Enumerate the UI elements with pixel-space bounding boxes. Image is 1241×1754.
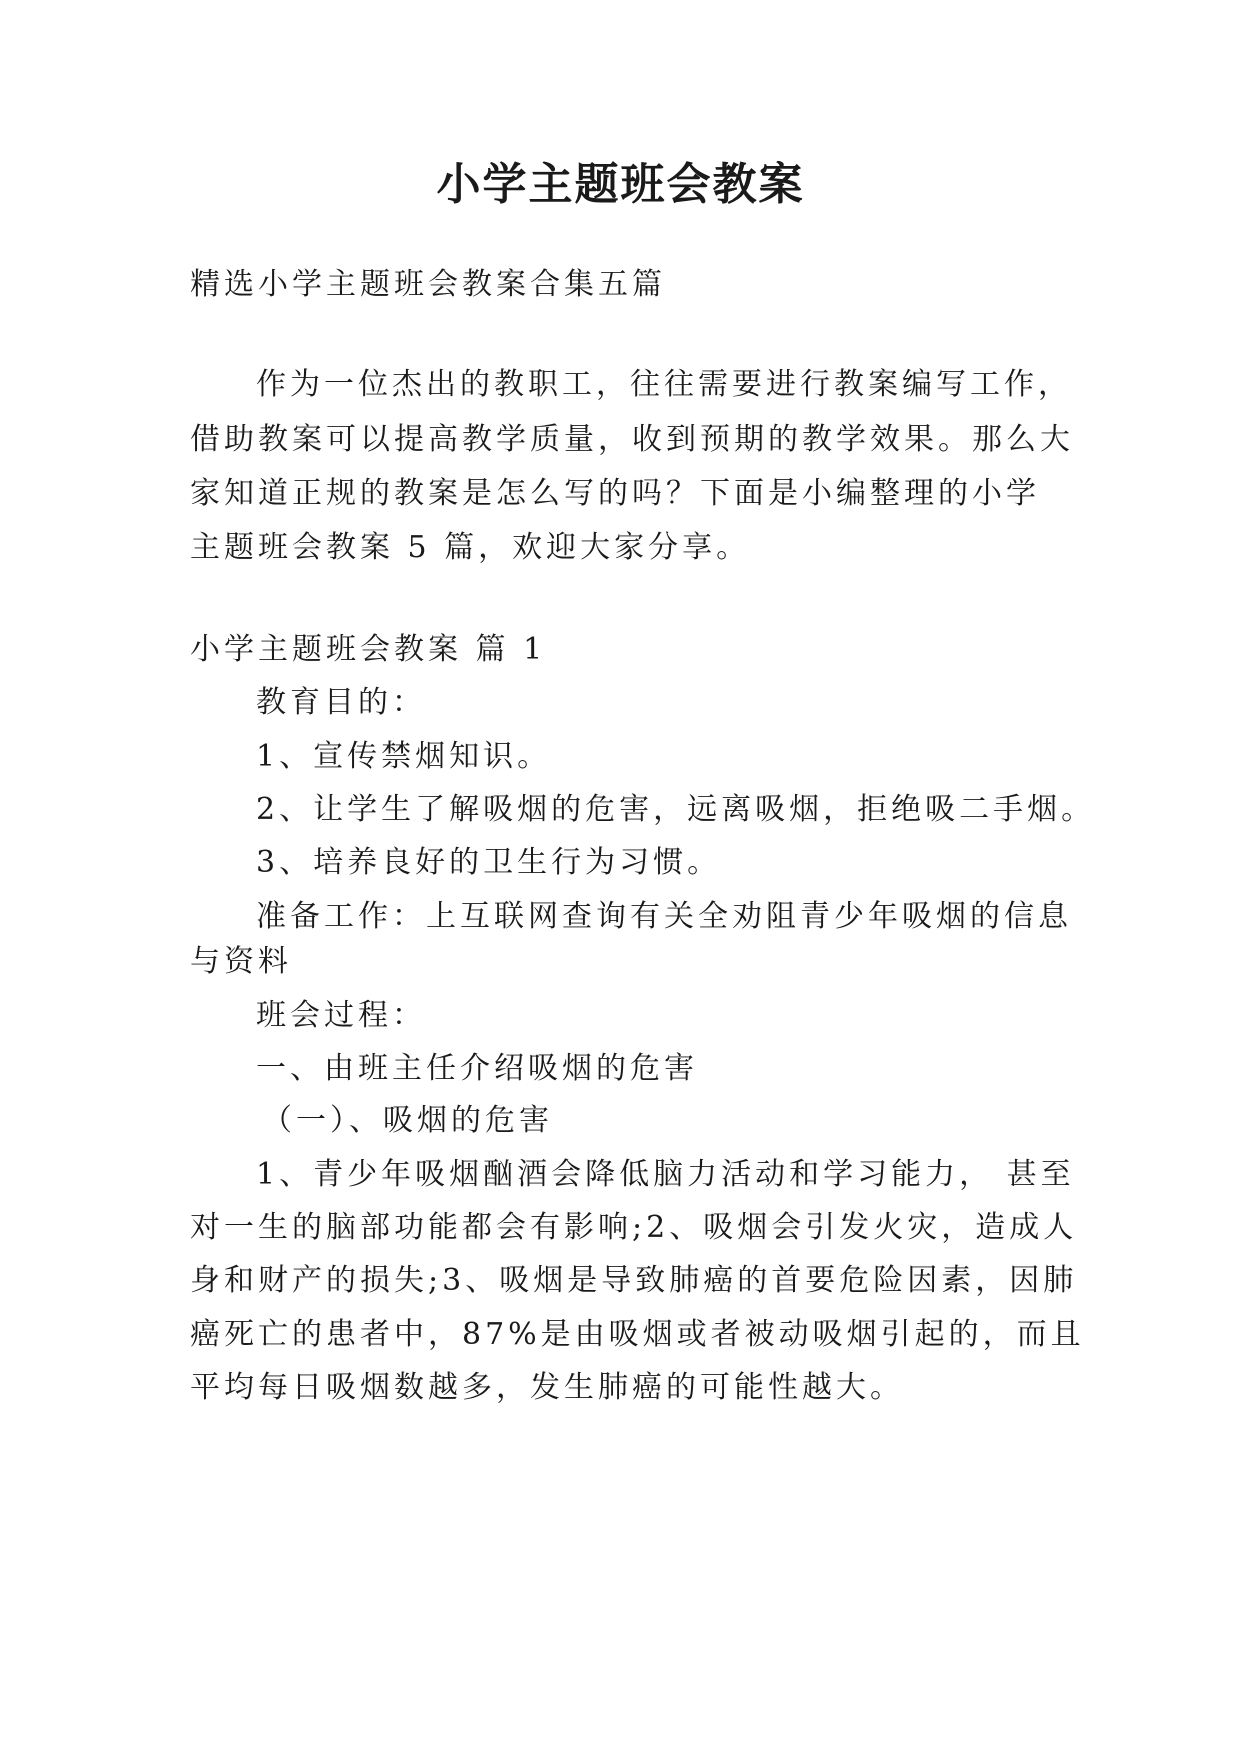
body-line: 身和财产的损失;3、吸烟是导致肺癌的首要危险因素，因肺 (190, 1263, 1078, 1298)
intro-line: 借助教案可以提高教学质量，收到预期的教学效果。那么大 (190, 422, 1074, 457)
body-line: 2、让学生了解吸烟的危害，远离吸烟，拒绝吸二手烟。 (256, 792, 1096, 827)
body-line: 教育目的： (256, 685, 426, 720)
section-heading: 小学主题班会教案 篇 1 (190, 632, 547, 667)
body-line: 准备工作：上互联网查询有关全劝阻青少年吸烟的信息 (256, 899, 1072, 934)
intro-line: 作为一位杰出的教职工，往往需要进行教案编写工作， (256, 367, 1072, 402)
intro-line: 家知道正规的教案是怎么写的吗？下面是小编整理的小学 (190, 476, 1040, 511)
body-line: 癌死亡的患者中，87%是由吸烟或者被动吸烟引起的，而且 (190, 1317, 1085, 1352)
body-line: 与资料 (190, 944, 292, 979)
intro-line: 主题班会教案 5 篇，欢迎大家分享。 (190, 530, 751, 565)
document-title: 小学主题班会教案 (436, 159, 805, 210)
body-line: 1、宣传禁烟知识。 (256, 739, 552, 774)
body-line: 3、培养良好的卫生行为习惯。 (256, 845, 722, 880)
body-line: （一）、吸烟的危害 (262, 1103, 553, 1138)
body-line: 班会过程： (256, 998, 426, 1033)
body-line: 对一生的脑部功能都会有影响;2、吸烟会引发火灾，造成人 (190, 1210, 1078, 1245)
document-subtitle: 精选小学主题班会教案合集五篇 (190, 267, 666, 302)
body-line: 平均每日吸烟数越多，发生肺癌的可能性越大。 (190, 1370, 904, 1405)
body-line: 一、由班主任介绍吸烟的危害 (256, 1051, 698, 1086)
body-line: 1、青少年吸烟酗酒会降低脑力活动和学习能力， 甚至 (256, 1157, 1075, 1192)
